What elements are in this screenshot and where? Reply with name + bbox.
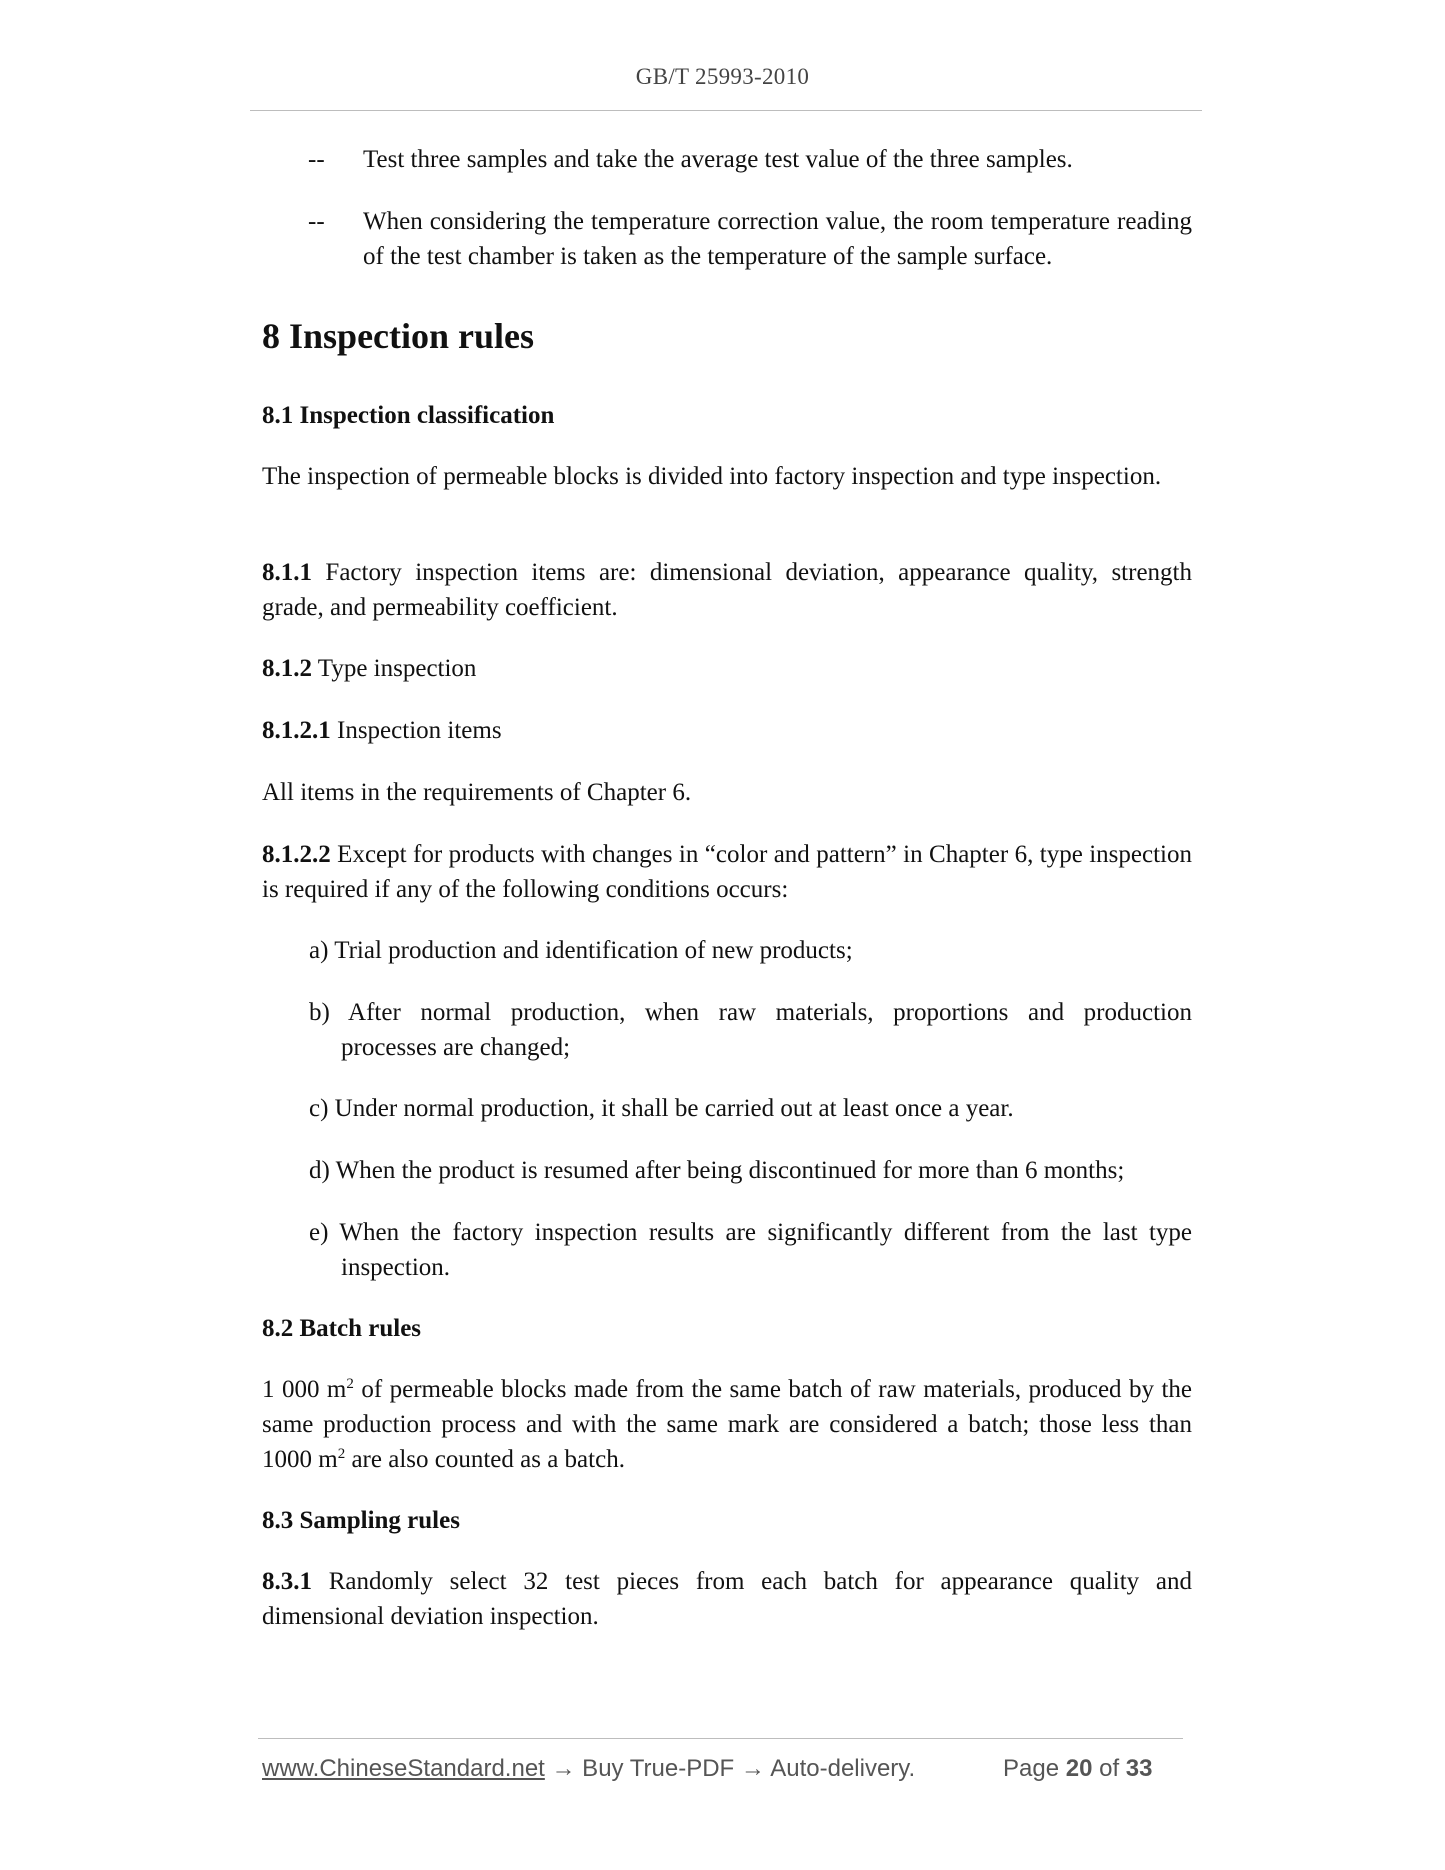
dash-item-text: When considering the temperature correction value, the room temperature reading of the test chamber is taken as the temperature of the sample surface. [363,208,1192,270]
clause-8-1-2 [262,651,1192,686]
paragraph: The inspection of permeable blocks is divided into factory inspection and type inspection. [262,463,1162,490]
superscript: 2 [337,1446,346,1462]
clause-8-1-2-2 [262,837,1192,907]
text-run: of permeable blocks made from the same batch of raw materials, produced by the same production process and with the same mark are considered a batch; those less than 1000 m [262,1376,1193,1473]
footer-divider [258,1738,1183,1739]
dash-marker: -- [308,146,325,173]
superscript: 2 [346,1376,354,1392]
dash-marker: -- [308,208,325,235]
clause-text: Type inspection [312,655,477,682]
header-divider [250,110,1202,111]
subsection-heading: 8.2 Batch rules [262,1315,422,1342]
page-counter [1003,1755,1153,1783]
list-item: a) Trial production and identification of new products; [309,937,853,964]
page-number: 20 [1065,1755,1093,1782]
page-label: Page [1003,1755,1060,1782]
website-link[interactable]: www.ChineseStandard.net [262,1755,545,1782]
list-item-line: b) After normal production, when raw materials, proportions and production [309,999,1192,1026]
clause-8-1-2-1 [262,713,1192,748]
section-heading: 8 Inspection rules [262,316,535,356]
subsection-heading: 8.3 Sampling rules [262,1507,460,1534]
list-item: c) Under normal production, it shall be carried out at least once a year. [309,1095,1014,1122]
running-header: GB/T 25993-2010 [635,64,810,89]
list-item [309,1215,1192,1285]
clause-number: 8.1.2.1 [262,717,331,744]
text-run: 1 000 m [262,1376,347,1403]
clause-text: Factory inspection items are: dimensional deviation, appearance quality, strength grade, and permeability coefficient. [262,559,1192,621]
subsection-heading: 8.1 Inspection classification [262,402,555,429]
list-item-continuation: processes are changed; [341,1034,571,1061]
list-item-continuation: inspection. [341,1254,451,1281]
clause-text: Randomly select 32 test pieces from each batch for appearance quality and dimensional deviation inspection. [262,1568,1192,1630]
clause-number: 8.1.2.2 [262,841,331,868]
text-run: are also counted as a batch. [345,1446,625,1473]
paragraph [262,1372,1192,1477]
footer-promo-text: → Buy True-PDF → Auto-delivery. [544,1755,916,1782]
clause-number: 8.1.1 [262,559,312,586]
paragraph: All items in the requirements of Chapter 6. [262,779,692,806]
list-item: d) When the product is resumed after being discontinued for more than 6 months; [309,1157,1125,1184]
page-of-label: of [1099,1755,1120,1782]
clause-text: Except for products with changes in “color and pattern” in Chapter 6, type inspection is required if any of the following conditions occurs: [262,841,1192,903]
footer-promo [262,1755,915,1783]
clause-text: Inspection items [330,717,502,744]
clause-8-1-1 [262,555,1192,625]
clause-number: 8.3.1 [262,1568,312,1595]
dash-item-text: Test three samples and take the average test value of the three samples. [363,146,1073,173]
list-item-line: e) When the factory inspection results are significantly different from the last type [309,1219,1192,1246]
page-total: 33 [1125,1755,1153,1782]
list-item [309,995,1192,1065]
clause-8-3-1 [262,1564,1192,1634]
clause-number: 8.1.2 [262,655,312,682]
